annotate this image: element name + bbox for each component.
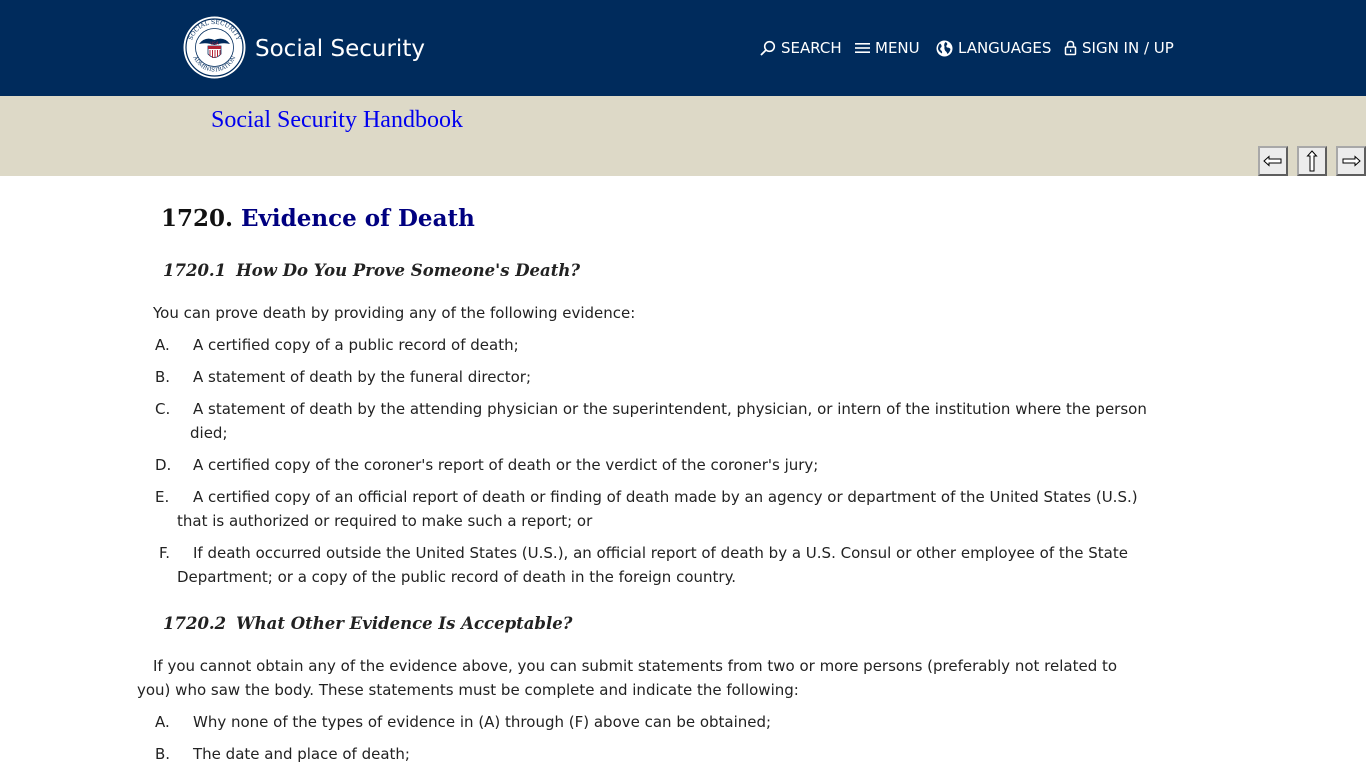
list-item-text: A certified copy of an official report of death or finding of death made by an agency or department of the United States (U.S.)	[193, 488, 1138, 506]
list-item-letter: D.	[155, 456, 172, 474]
list-item-letter: E.	[155, 488, 170, 506]
list-item-letter: A.	[155, 713, 170, 731]
main-content	[0, 176, 1366, 768]
hamburger-menu-icon	[855, 41, 870, 55]
subsection-number: 1720.1	[163, 261, 227, 280]
previous-page-button[interactable]	[1258, 146, 1288, 176]
subsection-title: How Do You Prove Someone's Death?	[236, 261, 581, 280]
menu-nav-button[interactable]	[855, 36, 920, 60]
list-item	[155, 485, 1225, 509]
arrow-left-icon	[1263, 155, 1283, 167]
globe-icon	[936, 40, 953, 57]
site-header	[0, 0, 1366, 96]
handbook-banner	[0, 96, 1366, 176]
subsection-heading-2	[163, 613, 572, 635]
list-item-letter: F.	[159, 544, 170, 562]
section-heading	[161, 204, 475, 234]
svg-text:USA: USA	[210, 41, 219, 46]
list-item-text: A certified copy of a public record of death;	[193, 336, 519, 354]
list-item-letter: C.	[155, 400, 171, 418]
paragraph-line: If you cannot obtain any of the evidence above, you can submit statements from two or more persons (preferably not related to	[153, 657, 1118, 675]
languages-nav-label: LANGUAGES	[958, 39, 1052, 57]
list-item-continuation: that is authorized or required to make such a report; or	[177, 512, 593, 530]
handbook-title-link[interactable]: Social Security Handbook	[211, 107, 463, 133]
ssa-seal-logo[interactable]	[183, 16, 246, 79]
svg-text:SOCIAL SECURITY: SOCIAL SECURITY	[187, 18, 242, 42]
list-item	[155, 742, 1225, 766]
list-item-text: A certified copy of the coroner's report of death or the verdict of the coroner's jury;	[193, 456, 819, 474]
list-item-text: The date and place of death;	[193, 745, 410, 763]
menu-nav-label: MENU	[875, 39, 920, 57]
list-item	[155, 453, 1225, 477]
site-brand-name[interactable]: Social Security	[255, 36, 425, 62]
search-icon	[760, 40, 776, 56]
search-nav-label: SEARCH	[781, 39, 842, 57]
arrow-up-icon	[1306, 150, 1318, 172]
list-item-letter: A.	[155, 336, 170, 354]
list-item	[155, 365, 1225, 389]
list-item-continuation: Department; or a copy of the public record of death in the foreign country.	[177, 568, 737, 586]
list-item	[155, 710, 1225, 734]
paragraph: You can prove death by providing any of the following evidence:	[153, 304, 636, 322]
paragraph-line: you) who saw the body. These statements must be complete and indicate the following:	[137, 681, 799, 699]
list-item-text: Why none of the types of evidence in (A) through (F) above can be obtained;	[193, 713, 772, 731]
subsection-title: What Other Evidence Is Acceptable?	[236, 614, 573, 633]
next-page-button[interactable]	[1336, 146, 1366, 176]
list-item-text: If death occurred outside the United States (U.S.), an official report of death by a U.S. Consul or other employee of the State	[193, 544, 1128, 562]
search-nav-button[interactable]	[760, 36, 842, 60]
list-item	[159, 541, 1229, 565]
subsection-heading-1	[163, 260, 580, 282]
up-table-of-contents-button[interactable]	[1297, 146, 1327, 176]
list-item-letter: B.	[155, 745, 171, 763]
list-item-letter: B.	[155, 368, 171, 386]
section-title: Evidence of Death	[241, 205, 475, 232]
arrow-right-icon	[1341, 155, 1361, 167]
list-item-continuation: died;	[190, 424, 228, 442]
section-number: 1720.	[161, 205, 234, 232]
list-item-text: A statement of death by the funeral director;	[193, 368, 531, 386]
signin-nav-label: SIGN IN / UP	[1082, 39, 1174, 57]
svg-text:ADMINISTRATION: ADMINISTRATION	[191, 55, 238, 74]
lock-icon	[1064, 40, 1077, 56]
subsection-number: 1720.2	[163, 614, 227, 633]
languages-nav-button[interactable]	[936, 36, 1051, 60]
list-item-text: A statement of death by the attending physician or the superintendent, physician, or intern of the institution where the person	[193, 400, 1147, 418]
list-item	[155, 333, 1225, 357]
signin-nav-button[interactable]	[1064, 36, 1174, 60]
list-item	[155, 397, 1225, 421]
